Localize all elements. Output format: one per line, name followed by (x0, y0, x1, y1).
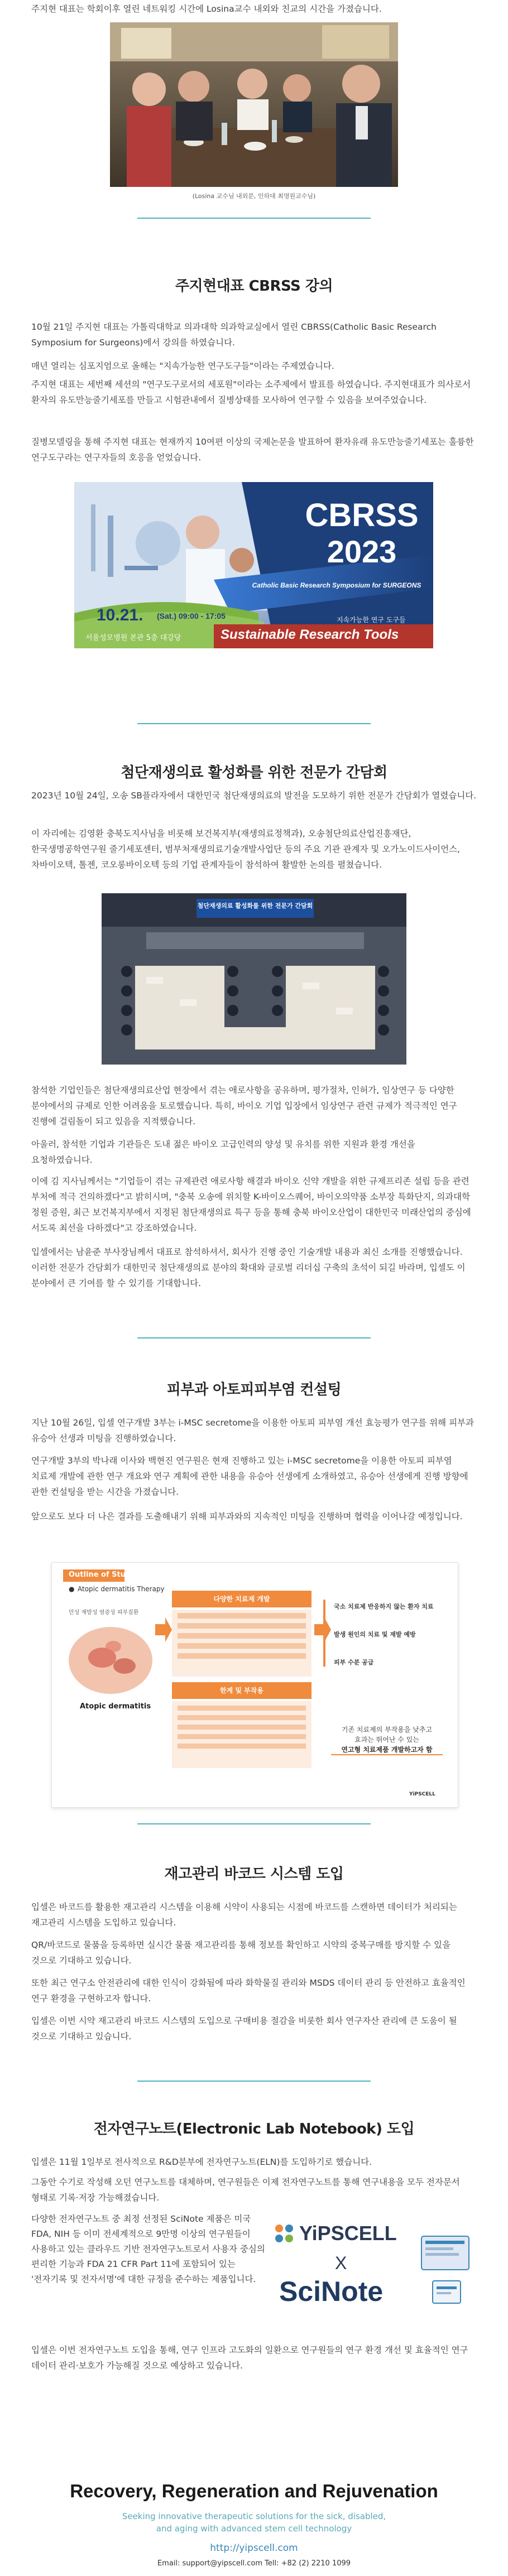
section-divider (137, 1337, 371, 1338)
outline-of-study-figure: Outline of Study ● Atopic dermatitis Therapy 만성 재발성 염증성 피부질환 Atopic dermatitis 다양한 치료제 개발 한계 및 부작용 국소 치료제 반응하지 않는 환자 치료 발생 원인의 치료 및 재발 예방 피부 수분 공급 기존 치료제의 부작용을 낮추고 효과는 뛰어난 수 있는 연고형 치료제품 개발하고자 함 YiPSCELL (51, 1562, 458, 1808)
poster-korean-tagline: 지속가능한 연구 도구들 (337, 616, 406, 624)
regen-paragraph-1: 2023년 10월 24일, 오송 SB플라자에서 대한민국 첨단재생의료의 발전을 도모하기 위한 전문가 간담회가 열렸습니다. (31, 791, 477, 801)
derm-title: 피부과 아토피피부염 컨설팅 (166, 1381, 342, 1398)
outline-box-limitations: 한계 및 부작용 (172, 1682, 311, 1699)
barcode-paragraph-4: 입셀은 이번 시약 재고관리 바코드 시스템의 도입으로 구매비용 절감을 비롯한 회사 연구자산 관리에 큰 도움이 될 것으로 기대하고 있습니다. (31, 2016, 457, 2041)
poster-time: (Sat.) 09:00 - 17:05 (157, 612, 226, 620)
footer-contact: Email: support@yipscell.com Tell: +82 (2) 2210 1099 (157, 2559, 351, 2568)
cbrss-paragraph-1: 10월 21일 주지현 대표는 가톨릭대학교 의과대학 의과학교실에서 열린 CBRSS(Catholic Basic Research Symposium for Surgeons)에서 강의를 하였습니다. (31, 322, 437, 348)
poster-subtitle: Catholic Basic Research Symposium for SURGEONS (252, 581, 421, 589)
section-divider (137, 1823, 371, 1824)
yipscell-scinote-logo (274, 2219, 475, 2325)
derm-paragraph-3: 앞으로도 보다 더 나은 결과를 도출해내기 위해 피부과와의 지속적인 미팅을 진행하며 협력을 이어나갈 예정입니다. (31, 1511, 463, 1521)
regen-paragraph-5: 이에 김 지사님께서는 "기업들이 겪는 규제관련 애로사항 해결과 바이오 신약 개발을 위한 규제프리존 설립 등을 관련 부처에 적극 건의하겠다"고 밝히시며, "충북 오송에 위치할 K-바이오스퀘어, 바이오의약품 소부장 특화단지, 의과대학 정원 증원, 최근 보건복지부에서 지정된 첨단재생의료 특구 등을 통해 충북 바이오산업이 대한민국 미래산업의 중심에 서도록 최선을 다하겠다"고 강조하였습니다. (31, 1176, 471, 1233)
eln-device-icon (419, 2231, 472, 2314)
eln-paragraph-2: 그동안 수기로 작성해 오던 연구노트를 대체하며, 연구원들은 이제 전자연구노트를 통해 연구내용을 모두 전자문서 형태로 기록·저장 가능해졌습니다. (31, 2177, 460, 2203)
outline-left-caption: 만성 재발성 염증성 피부질환 (69, 1610, 139, 1616)
eln-paragraph-3: 다양한 전자연구노트 중 최정 선정된 SciNote 제품은 미국 FDA, NIH 등 이미 전세계적으로 9만명 이상의 연구원들이 사용하고 있는 클라우드 기반 전자연구노트로서 사용자 중심의 편리한 기능과 FDA 21 CFR Part 11에 포함되어 있는 '전자기록 및 전자서명'에 대한 규정을 준수하는 제품입니다. (31, 2214, 265, 2284)
poster-year: 2023 (327, 534, 397, 569)
regen-meeting-photo (102, 893, 406, 1065)
derm-paragraph-2: 연구개발 3부의 박나래 이사와 백현진 연구원은 현재 진행하고 있는 i-MSC secretome을 이용한 아토피 피부염 치료제 개발에 관한 연구 개요와 연구 계획에 관한 내용을 유승아 선생에게 소개하였고, 유승아 선생에게 진행 방향에 관한 컨설팅을 받는 시간을 가졌습니다. (31, 1456, 468, 1497)
outline-brand: YiPSCELL (409, 1792, 435, 1797)
regen-paragraph-4: 아울러, 참석한 기업과 기관들은 도내 젊은 바이오 고급인력의 양성 및 유치를 위한 지원과 환경 개선을 요청하였습니다. (31, 1139, 415, 1165)
yipscell-mark-icon (274, 2223, 296, 2245)
derm-paragraph-1: 지난 10월 26일, 입셀 연구개발 3부는 i-MSC secretome을 이용한 아토피 피부염 개선 효능평가 연구를 위해 피부과 유승아 선생과 미팅을 진행하였습니다. (31, 1418, 475, 1443)
barcode-paragraph-2: QR/바코드로 물품을 등록하면 실시간 물품 재고관리를 통해 정보를 확인하고 시약의 중복구매를 방지할 수 있을 것으로 기대하고 있습니다. (31, 1940, 451, 1966)
regen-paragraph-2: 이 자리에는 김영환 충북도지사님을 비롯해 보건복지부(재생의료정책과), 오송첨단의료산업진흥재단, 한국생명공학연구원 줄기세포센터, 범부처재생의료기술개발사업단 등의 주요 기관 관계자 및 오가노이드사이언스, 차바이오텍, 톨젠, 코오롱바이오텍 등의 기업 관계자들이 참석하여 활발한 논의를 펼쳤습니다. (31, 829, 460, 870)
poster-tools: Sustainable Research Tools (221, 627, 399, 642)
outline-left-label: Atopic dermatitis (80, 1702, 151, 1711)
poster-date: 10.21. (97, 606, 143, 624)
footer-subtitle-1: Seeking innovative therapeutic solutions for the sick, disabled, (122, 2511, 386, 2521)
footer-website-link[interactable]: http://yipscell.com (210, 2543, 298, 2554)
outline-right-1: 국소 치료제 반응하지 않는 환자 치료 (334, 1603, 434, 1610)
skin-condition-image (63, 1619, 158, 1702)
outline-note-2: 효과는 뛰어난 수 있는 (354, 1736, 419, 1744)
cbrss-paragraph-3: 주지현 대표는 세번째 세션의 "연구도구로서의 세포원"이라는 소주제에서 발표를 하였습니다. 주지현대표가 의사로서 환자의 유도만능줄기세포를 만들고 시험관내에서 질병상태를 모사하여 연구할 수 있음을 보여주었습니다. (31, 379, 471, 405)
poster-venue: 서울성모병원 본관 5층 대강당 (85, 634, 181, 642)
logo-x: X (335, 2253, 347, 2273)
footer-title: Recovery, Regeneration and Rejuvenation (70, 2481, 438, 2501)
section-divider (137, 218, 371, 219)
eln-paragraph-4: 입셀은 이번 전자연구노트 도입을 통해, 연구 인프라 고도화의 일환으로 연구원들의 연구 환경 개선 및 효율적인 연구 데이터 관리·보호가 가능해질 것으로 예상하고 있습니다. (31, 2345, 468, 2371)
poster-title: CBRSS (305, 497, 419, 533)
intro-text: 주지현 대표는 학회이후 열린 네트워킹 시간에 Losina교수 내외와 친교의 시간을 가졌습니다. (31, 4, 382, 14)
barcode-paragraph-1: 입셀은 바코드를 활용한 재고관리 시스템을 이용해 시약이 사용되는 시점에 바코드를 스캔하면 데이터가 처리되는 재고관리 시스템을 도입하고 있습니다. (31, 1902, 457, 1928)
scinote-logo-text: SciNote (279, 2276, 384, 2307)
regen-photo-banner: 첨단재생의료 활성화를 위한 전문가 간담회 (197, 902, 313, 909)
eln-paragraph-1: 입셀은 11월 1일부로 전사적으로 R&D분부에 전자연구노트(ELN)를 도입하기로 했습니다. (31, 2157, 372, 2167)
outline-note-3: 연고형 치료제품 개발하고자 함 (331, 1745, 443, 1755)
eln-title: 전자연구노트(Electronic Lab Notebook) 도입 (93, 2121, 415, 2137)
footer-subtitle-2: and aging with advanced stem cell technology (156, 2524, 352, 2534)
barcode-paragraph-3: 또한 최근 연구소 안전관리에 대한 인식이 강화됨에 따라 화학물질 관리와 MSDS 데이터 관리 등 안전하고 효율적인 연구 환경을 구현하고자 합니다. (31, 1978, 466, 2004)
regen-paragraph-6: 입셀에서는 남윤준 부사장님께서 대표로 참석하셔서, 회사가 진행 중인 기술개발 내용과 최신 소개를 진행했습니다. 이러한 전문가 간담회가 대한민국 첨단재생의료 분야의 확대와 글로벌 리더십 구축의 초석이 되길 바라며, 입셀도 이 분야에서 큰 기여를 할 수 있기를 기대합니다. (31, 1247, 466, 1288)
cbrss-paragraph-4: 질병모델링을 통해 주지현 대표는 현재까지 10여편 이상의 국제논문을 발표하여 환자유래 유도만능줄기세포는 훌륭한 연구도구라는 연구자들의 호응을 얻었습니다. (31, 437, 474, 463)
regen-paragraph-3: 참석한 기업인들은 첨단재생의료산업 현장에서 겪는 애로사항을 공유하며, 평가절차, 인허가, 임상연구 등 다양한 분야에서의 규제로 인한 어려움을 토로했습니다. 특히, 바이오 기업 입장에서 임상연구 관련 규제가 적극적인 연구 진행에 걸림돌이 되고 있음을 지적했습니다. (31, 1085, 457, 1126)
regen-title: 첨단재생의료 활성화를 위한 전문가 간담회 (121, 764, 387, 781)
section-divider (137, 2081, 371, 2082)
outline-bullet: Atopic dermatitis Therapy (78, 1585, 165, 1593)
cbrss-title: 주지현대표 CBRSS 강의 (175, 278, 333, 295)
outline-box-development: 다양한 치료제 개발 (172, 1591, 311, 1607)
barcode-title: 재고관리 바코드 시스템 도입 (164, 1866, 344, 1882)
networking-photo (110, 22, 398, 187)
networking-photo-caption: (Losina 교수님 내외분, 인하대 최명원교수님) (192, 192, 316, 200)
yipscell-logo-text: YiPSCELL (299, 2222, 397, 2245)
outline-right-2: 발생 원인의 치료 및 재발 예방 (334, 1631, 416, 1638)
cbrss-paragraph-2: 매년 열리는 심포지엄으로 올해는 "지속가능한 연구도구들"이라는 주제였습니다. (31, 361, 334, 371)
outline-header: Outline of Study (69, 1571, 136, 1579)
cbrss-poster (74, 482, 433, 648)
section-divider (137, 723, 371, 724)
outline-right-3: 피부 수분 공급 (334, 1659, 374, 1666)
outline-note-1: 기존 치료제의 부작용을 낮추고 (341, 1726, 433, 1734)
